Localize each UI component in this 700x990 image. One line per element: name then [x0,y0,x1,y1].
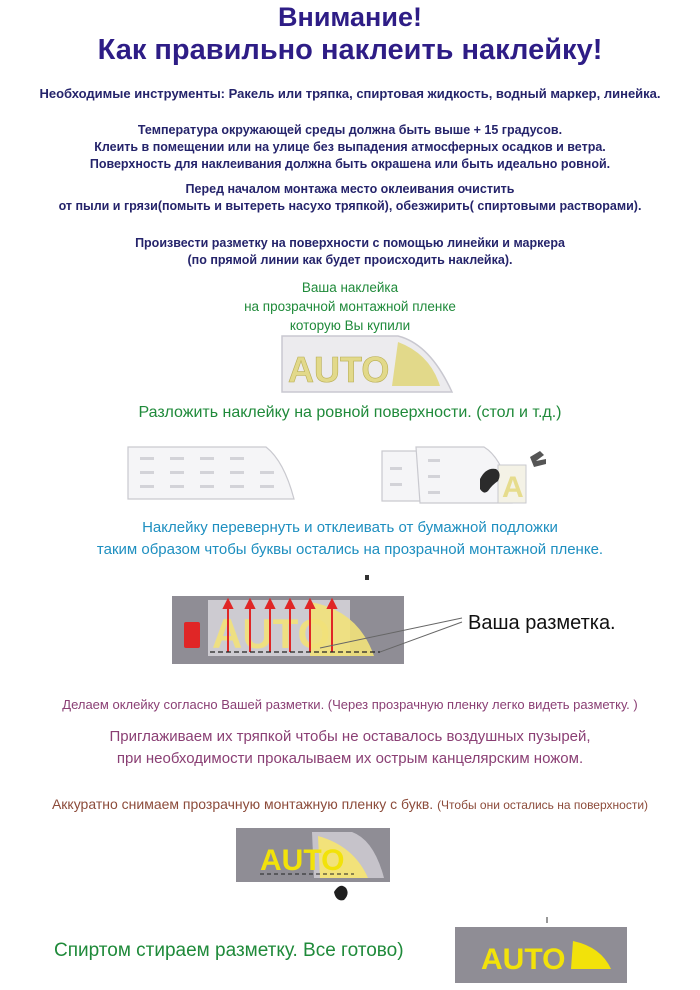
step-layout-text: Разложить наклейку на ровной поверхности. (стол и т.д.) [138,404,562,421]
condition-line: Поверхность для наклеивания должна быть окрашена или быть идеально ровной. [89,157,611,171]
step-flip-text: Наклейку перевернуть и отклеивать от бумажной подложки таким образом чтобы буквы остались на прозрачной монтажной пленке. [96,519,604,558]
cleaning-line: Перед началом монтажа место оклеивания очистить [185,182,515,196]
cleaning-block [0,181,700,215]
step-smooth-text: Приглаживаем их тряпкой чтобы не оставалось воздушных пузырей, при необходимости прокалываем их острым канцелярским ножом. [109,728,591,767]
conditions-block [0,122,700,173]
tools-text: Необходимые инструменты: Ракель или тряпка, спиртовая жидкость, водный маркер, линейка. [39,86,661,101]
your-marking-label: Ваша разметка. [468,612,616,634]
step-final-text: Спиртом стираем разметку. Все готово) [54,940,404,961]
final-logo-text: AUTO [481,943,566,976]
sheet-letter: A [502,471,524,504]
removal-logo-text: AUTO [260,844,345,877]
final-result-image [453,917,629,985]
sticker-on-film-image [280,334,455,396]
page-title: Внимание! [278,2,422,32]
marking-block [0,235,700,269]
sticker-sheet-image [126,445,296,501]
step-apply-text: Делаем оклейку согласно Вашей разметки. (Через прозрачную пленку легко видеть разметку. ) [62,697,638,712]
condition-line: Температура окружающей среды должна быть выше + 15 градусов. [137,123,563,137]
marking-line: (по прямой линии как будет происходить наклейка). [187,253,513,267]
condition-line: Клеить в помещении или на улице без выпадения атмосферных осадков и ветра. [94,140,606,154]
page-subtitle: Как правильно наклеить наклейку! [97,34,603,66]
sticker-logo-text: AUTO [288,349,390,390]
sticker-caption: Ваша наклейка на прозрачной монтажной пленке которую Вы купили [244,280,456,333]
cleaning-line: от пыли и грязи(помыть и вытереть насухо тряпкой), обезжирить( спиртовыми растворами). [58,199,642,213]
peeling-sheet-image [380,445,560,505]
marking-logo-text: AUTO [212,610,331,657]
film-removal-image [234,826,394,906]
marking-line: Произвести разметку на поверхности с помощью линейки и маркера [135,236,565,250]
step-remove-text: Аккуратно снимаем прозрачную монтажную пленку с букв. (Чтобы они остались на поверхности) [51,796,649,812]
marking-application-image [170,572,470,672]
